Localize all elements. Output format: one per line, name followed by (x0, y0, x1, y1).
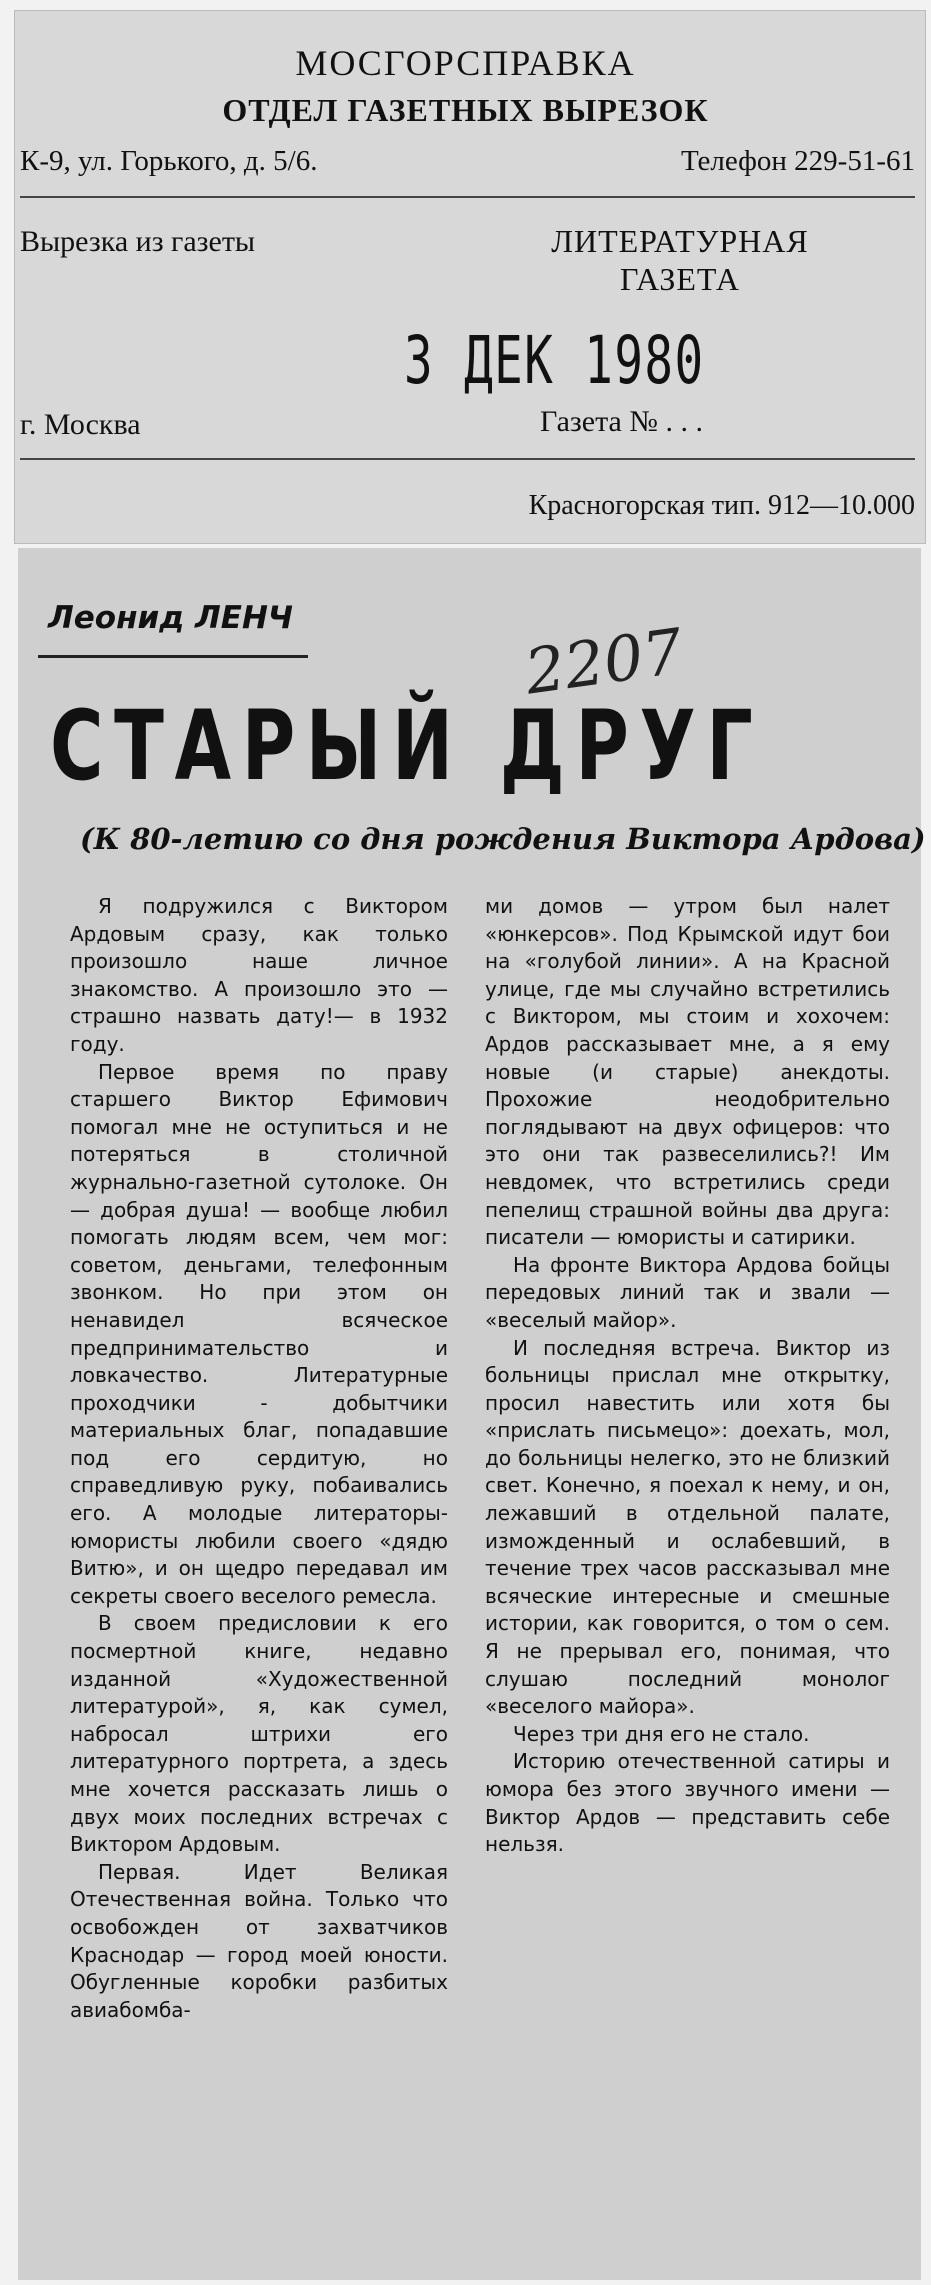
gazette-number: Газета № . . . (540, 405, 703, 438)
paragraph: На фронте Виктора Ардова бойцы передовых линий так и звали — «веселый майор». (485, 1252, 890, 1332)
article-column-1 (70, 893, 448, 2024)
author: Леонид ЛЕНЧ (48, 600, 293, 636)
article-column-2 (485, 893, 890, 1859)
paragraph: ми домов — утром был налет «юнкерсов». Под Крымской идут бои на «голубой линии». А на Красной улице, где мы случайно встретились с Виктором, мы стоим и хохочем: Ардов рассказывает мне, а я ему новые (и старые) анекдоты. Прохожие неодобрительно поглядывают на двух офицеров: что это они так развеселились?! Им невдомек, что встретились среди пепелищ страшной войны два друга: писатели — юмористы и сатирики. (485, 894, 890, 1250)
newspaper-name-line1: ЛИТЕРАТУРНАЯ (551, 223, 809, 259)
newspaper-name-line2: ГАЗЕТА (620, 261, 740, 297)
paragraph: Первое время по праву старшего Виктор Ефимович помогал мне не оступиться и не потеряться в столичной журнально-газетной сутолоке. Он — добрая душа! — вообще любил помогать людям всем, чем мог: советом, деньгами, телефонным звонком. Но при этом он ненавидел всяческое предпринимательство и ловкачество. Литературные проходчики - добытчики материальных благ, попадавшие под его сердитую, но справедливую руку, побаивались его. А молодые литераторы-юмористы любили своего «дядю Витю», и он щедро передавал им секреты своего веселого ремесла. (70, 1059, 448, 1608)
address: К-9, ул. Горького, д. 5/6. (20, 145, 318, 177)
newspaper-name (500, 222, 860, 298)
card-divider (20, 458, 915, 460)
department-name: ОТДЕЛ ГАЗЕТНЫХ ВЫРЕЗОК (222, 92, 709, 128)
paragraph: Историю отечественной сатиры и юмора без этого звучного имени — Виктор Ардов — представить себе нельзя. (485, 1749, 890, 1857)
phone: Телефон 229-51-61 (680, 145, 915, 177)
date-stamp: 3 ДЕК 1980 (404, 322, 705, 399)
city: г. Москва (20, 408, 141, 441)
paragraph: В своем предисловии к его посмертной книге, недавно изданной «Художественной литературой», я, как сумел, набросал штрихи его литературного портрета, а здесь мне хочется рассказать лишь о двух моих последних встречах с Виктором Ардовым. (70, 1611, 448, 1857)
paragraph: Я подружился с Виктором Ардовым сразу, как только произошло наше личное знакомство. А произошло это — страшно назвать дату!— в 1932 году. (70, 894, 448, 1056)
printer-info: Красногорская тип. 912—10.000 (528, 490, 915, 521)
agency-name: МОСГОРСПРАВКА (295, 43, 636, 83)
article-subtitle: (К 80-летию со дня рождения Виктора Ардова) (80, 822, 926, 856)
cut-from-label: Вырезка из газеты (20, 225, 256, 258)
paragraph: Через три дня его не стало. (513, 1721, 810, 1746)
handwritten-number: 2207 (520, 614, 688, 709)
article-title: СТАРЫЙ ДРУГ (50, 690, 764, 802)
paragraph: Первая. Идет Великая Отечественная война. Только что освобожден от захватчиков Краснодар — город моей юности. Обугленные коробки разбитых авиабомба- (70, 1859, 448, 2022)
paragraph: И последняя встреча. Виктор из больницы прислал мне открытку, просил навестить или хотя бы «прислать письмецо»: доехать, мол, до больницы нелегко, это не близкий свет. Конечно, я поехал к нему, и он, лежавший в отдельной палате, изможденный и ослабевший, в течение трех часов рассказывал мне всяческие интересные и смешные истории, как говорится, о том о сем. Я не прерывал его, понимая, что слушаю последний монолог «веселого майора». (485, 1335, 890, 1719)
author-underline (38, 655, 308, 658)
header-divider (20, 196, 915, 198)
